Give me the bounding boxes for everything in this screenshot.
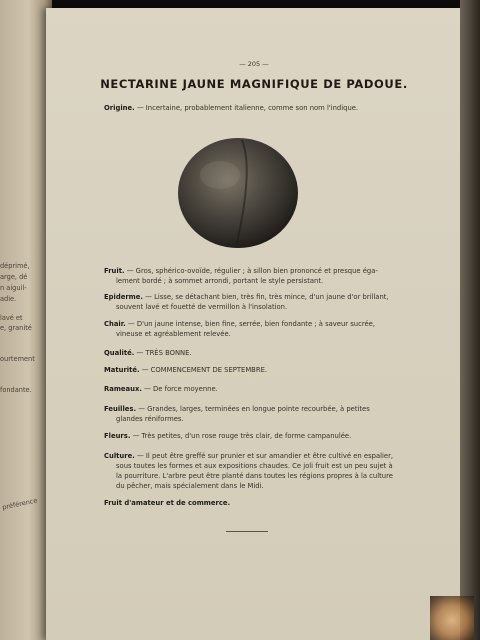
right-page-edge <box>460 0 480 640</box>
left-page-line: préférence <box>1 496 39 512</box>
left-page-line: e, granité <box>0 324 32 332</box>
left-page-line: fondante. <box>0 386 32 394</box>
entry-label: Rameaux. <box>104 385 142 393</box>
origin-label: Origine. <box>104 104 135 112</box>
entry-label: Fruit d'amateur et de commerce. <box>104 499 231 507</box>
entry-label: Fruit. <box>104 267 125 275</box>
entry-qualite <box>104 349 434 359</box>
page-title: NECTARINE JAUNE MAGNIFIQUE DE PADOUE. <box>100 77 408 91</box>
entry-text: — TRÈS BONNE. <box>134 349 192 357</box>
page-number: — 205 — <box>239 60 269 68</box>
entry-label: Epiderme. <box>104 293 143 301</box>
left-page-edge <box>0 0 52 640</box>
left-page-line: ourtement <box>0 355 35 363</box>
entry-chair <box>104 320 434 340</box>
closing-rule <box>226 531 268 532</box>
entry-text: du pêcher, mais spécialement dans le Midi. <box>116 481 264 490</box>
entry-text: — Grandes, larges, terminées en longue pointe recourbée, à petites <box>136 405 370 413</box>
entry-text: — D'un jaune intense, bien fine, serrée, bien fondante ; à saveur sucrée, <box>125 320 376 328</box>
thumbnail-photo <box>430 596 474 640</box>
entry-label: Maturité. <box>104 366 140 374</box>
origin-text: — Incertaine, probablement italienne, comme son nom l'indique. <box>134 104 359 112</box>
entry-text: — Lisse, se détachant bien, très fin, très mince, d'un jaune d'or brillant, <box>142 293 389 301</box>
left-page-line: lavé et <box>0 314 23 322</box>
entry-text: glandes réniformes. <box>116 414 184 423</box>
entry-text: souvent lavé et fouetté de vermillon à l'insolation. <box>116 302 288 311</box>
entry-text: sous toutes les formes et aux expositions chaudes. Ce joli fruit est un peu sujet à <box>116 461 393 470</box>
entry-maturite <box>104 366 434 376</box>
entry-text: — Très petites, d'un rose rouge très clair, de forme campanulée. <box>130 432 352 440</box>
entry-label: Chair. <box>104 320 126 328</box>
book-page <box>46 8 462 640</box>
left-page-line: arge, dé <box>0 273 28 281</box>
left-page-line: déprimé, <box>0 262 30 270</box>
entry-label: Fleurs. <box>104 432 131 440</box>
entry-epiderme <box>104 293 434 313</box>
entry-fleurs <box>104 432 434 442</box>
entry-rameaux <box>104 385 434 395</box>
entry-text: la pourriture. L'arbre peut être planté dans toutes les régions propres à la culture <box>116 471 393 480</box>
entry-text: — Gros, sphérico-ovoïde, régulier ; à sillon bien prononcé et presque éga- <box>124 267 378 275</box>
nectarine-photo <box>176 135 301 250</box>
entry-text: — De force moyenne. <box>141 385 218 393</box>
entry-label: Qualité. <box>104 349 135 357</box>
origin-line <box>104 104 358 112</box>
entry-fruit <box>104 267 434 287</box>
entry-commerce <box>104 499 434 509</box>
entry-feuilles <box>104 405 434 425</box>
entry-text: — Il peut être greffé sur prunier et sur amandier et être cultivé en espalier, <box>134 452 394 460</box>
left-page-line: adie. <box>0 295 17 303</box>
left-page-line: n aiguil- <box>0 284 27 292</box>
entry-text: — COMMENCEMENT DE SEPTEMBRE. <box>139 366 268 374</box>
entry-label: Culture. <box>104 452 135 460</box>
entry-culture <box>104 452 434 491</box>
entry-text: vineuse et agréablement relevée. <box>116 329 231 338</box>
entry-label: Feuilles. <box>104 405 137 413</box>
entry-text: lement bordé ; à sommet arrondi, portant le style persistant. <box>116 276 324 285</box>
